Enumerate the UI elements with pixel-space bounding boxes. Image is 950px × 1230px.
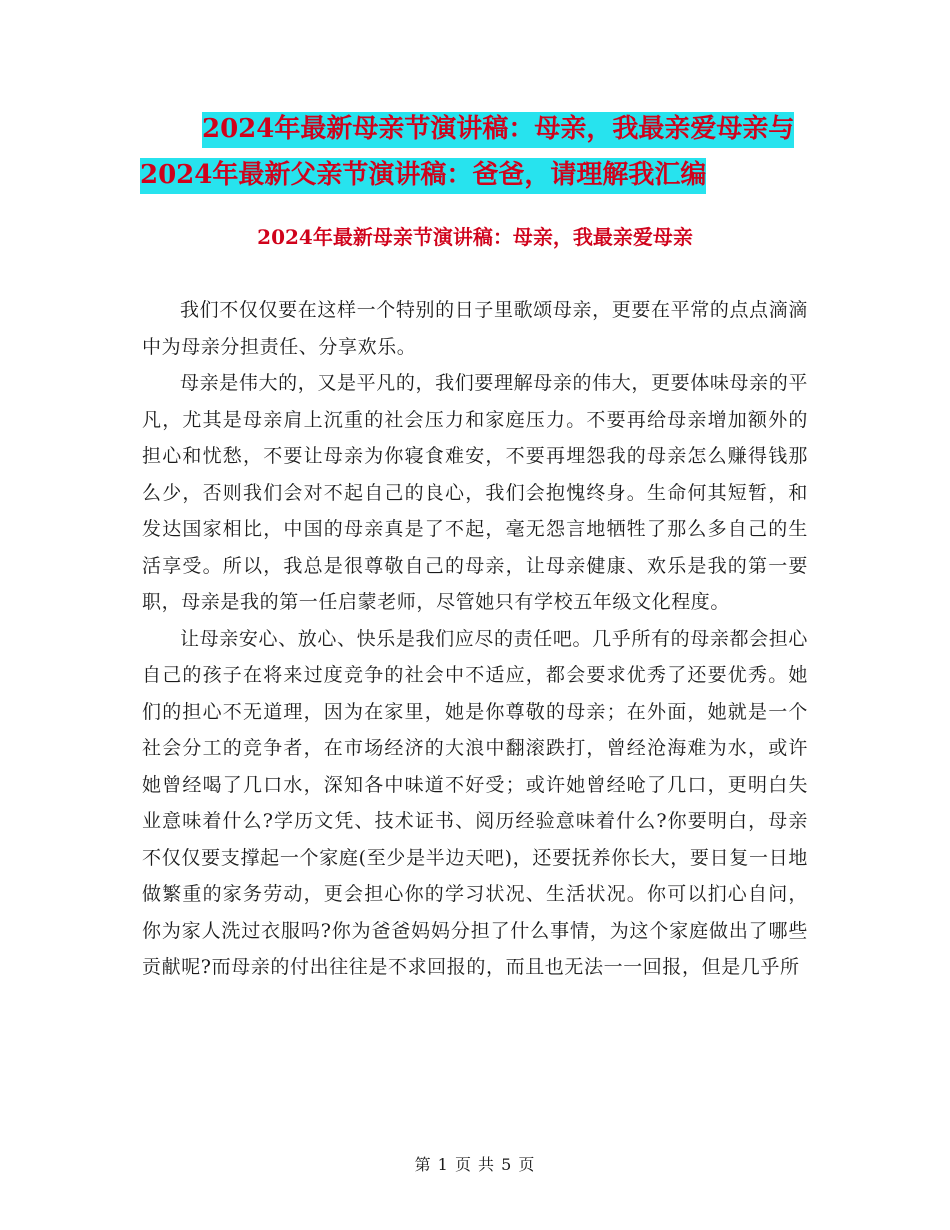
- body-text: [142, 292, 808, 986]
- paragraph: 母亲是伟大的，又是平凡的，我们要理解母亲的伟大，更要体味母亲的平凡，尤其是母亲肩上沉重的社会压力和家庭压力。不要再给母亲增加额外的担心和忧愁，不要让母亲为你寝食难安，不要再埋怨我的母亲怎么赚得钱那么少，否则我们会对不起自己的良心，我们会抱愧终身。生命何其短暂，和发达国家相比，中国的母亲真是了不起，毫无怨言地牺牲了那么多自己的生活享受。所以，我总是很尊敬自己的母亲，让母亲健康、欢乐是我的第一要职，母亲是我的第一任启蒙老师，尽管她只有学校五年级文化程度。: [142, 372, 808, 613]
- page-footer: 第 1 页 共 5 页: [414, 1155, 536, 1174]
- paragraph: 我们不仅仅要在这样一个特别的日子里歌颂母亲，更要在平常的点点滴滴中为母亲分担责任、分享欢乐。: [142, 299, 808, 358]
- paragraph: 让母亲安心、放心、快乐是我们应尽的责任吧。几乎所有的母亲都会担心自己的孩子在将来过度竞争的社会中不适应，都会要求优秀了还要优秀。她们的担心不无道理，因为在家里，她是你尊敬的母亲；在外面，她就是一个社会分工的竞争者，在市场经济的大浪中翻滚跌打，曾经沧海难为水，或许她曾经喝了几口水，深知各中味道不好受；或许她曾经呛了几口，更明白失业意味着什么?学历文凭、技术证书、阅历经验意味着什么?你要明白，母亲不仅仅要支撑起一个家庭(至少是半边天吧)，还要抚养你长大，要日复一日地做繁重的家务劳动，更会担心你的学习状况、生活状况。你可以扪心自问，你为家人洗过衣服吗?你为爸爸妈妈分担了什么事情，为这个家庭做出了哪些贡献呢?而母亲的付出往往是不求回报的，而且也无法一一回报，但是几乎所: [142, 627, 808, 978]
- document-title: [140, 106, 810, 198]
- title-line-2: 2024年最新父亲节演讲稿：爸爸，请理解我汇编: [140, 158, 706, 194]
- section-title: 2024年最新母亲节演讲稿：母亲，我最亲爱母亲: [257, 225, 693, 249]
- title-line-1: 2024年最新母亲节演讲稿：母亲，我最亲爱母亲与: [202, 112, 794, 148]
